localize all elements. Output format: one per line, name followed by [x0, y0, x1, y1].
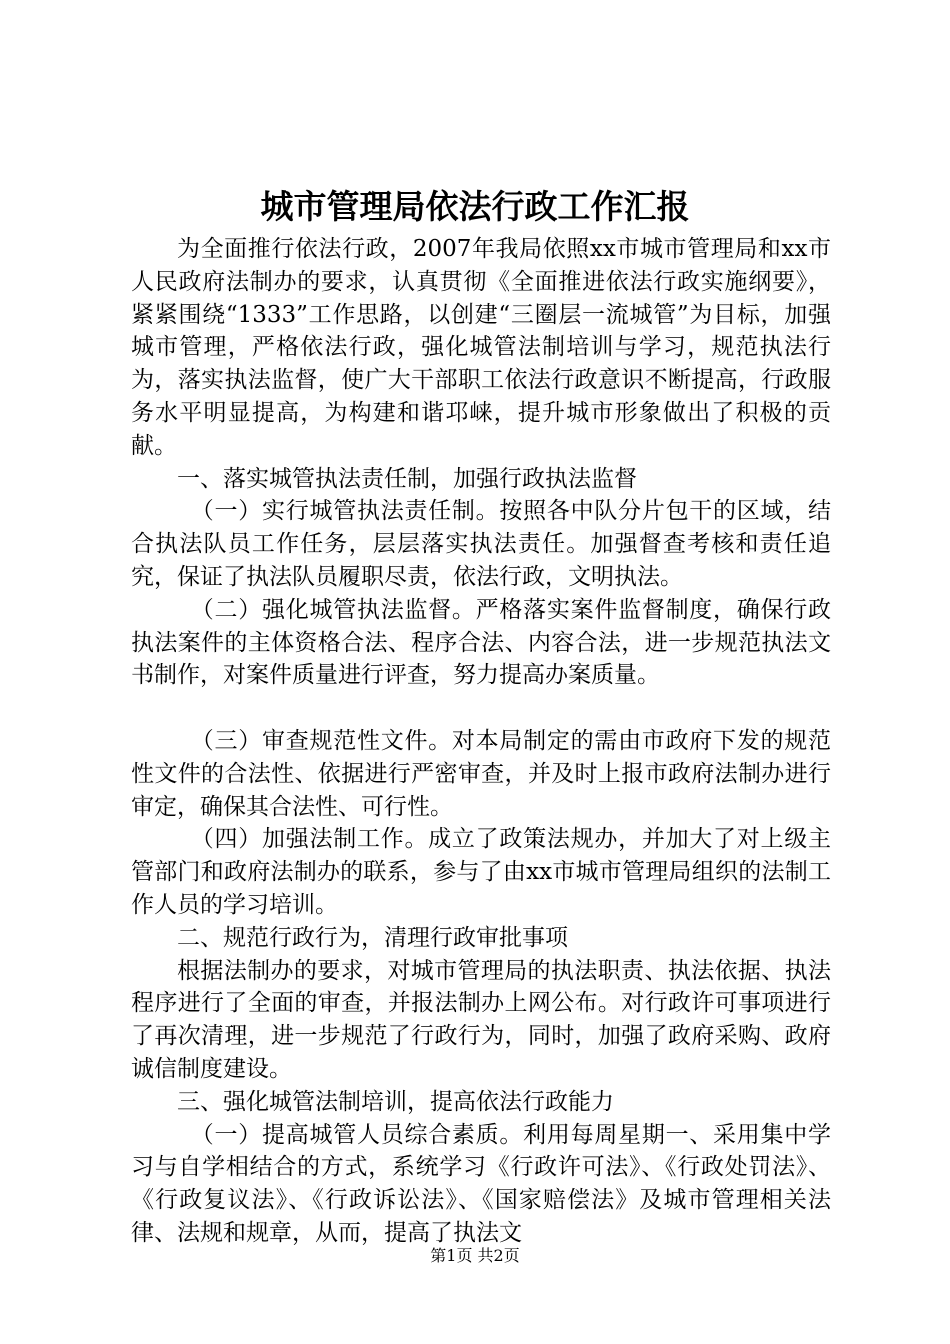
body-paragraph: 根据法制办的要求，对城市管理局的执法职责、执法依据、执法程序进行了全面的审查，并报法制办上网公布。对行政许可事项进行了再次清理，进一步规范了行政行为，同时，加强了政府采购、政府诚信制度建设。	[131, 957, 831, 1082]
subsection-paragraph: （一）实行城管执法责任制。按照各中队分片包干的区域，结合执法队员工作任务，层层落实执法责任。加强督查考核和责任追究，保证了执法队员履职尽责，依法行政，文明执法。	[131, 498, 831, 590]
document-body	[131, 233, 831, 1250]
intro-paragraph: 为全面推行依法行政，2007年我局依照xx市城市管理局和xx市人民政府法制办的要求，认真贯彻《全面推进依法行政实施纲要》，紧紧围绕“1333”工作思路，以创建“三圈层一流城管”为目标，加强城市管理，严格依法行政，强化城管法制培训与学习，规范执法行为，落实执法监督，使广大干部职工依法行政意识不断提高，行政服务水平明显提高，为构建和谐邛崃，提升城市形象做出了积极的贡献。	[131, 236, 831, 459]
subsection-paragraph: （一）提高城管人员综合素质。利用每周星期一、采用集中学习与自学相结合的方式，系统学习《行政许可法》、《行政处罚法》、《行政复议法》、《行政诉讼法》、《国家赔偿法》及城市管理相关法律、法规和规章，从而，提高了执法文	[131, 1121, 831, 1246]
subsection-paragraph: （二）强化城管执法监督。严格落实案件监督制度，确保行政执法案件的主体资格合法、程序合法、内容合法，进一步规范执法文书制作，对案件质量进行评查，努力提高办案质量。	[131, 596, 831, 689]
section-heading-3: 三、强化城管法制培训，提高依法行政能力	[177, 1088, 614, 1115]
section-heading-1: 一、落实城管执法责任制，加强行政执法监督	[177, 465, 637, 492]
blank-line	[131, 692, 831, 725]
subsection-paragraph: （四）加强法制工作。成立了政策法规办，并加大了对上级主管部门和政府法制办的联系，参与了由xx市城市管理局组织的法制工作人员的学习培训。	[131, 826, 831, 918]
document-title: 城市管理局依法行政工作汇报	[260, 187, 690, 226]
section-heading-2: 二、规范行政行为，清理行政审批事项	[177, 924, 568, 951]
page-footer: 第1页 共2页	[430, 1246, 520, 1265]
subsection-paragraph: （三）审查规范性文件。对本局制定的需由市政府下发的规范性文件的合法性、依据进行严密审查，并及时上报市政府法制办进行审定，确保其合法性、可行性。	[131, 727, 831, 820]
